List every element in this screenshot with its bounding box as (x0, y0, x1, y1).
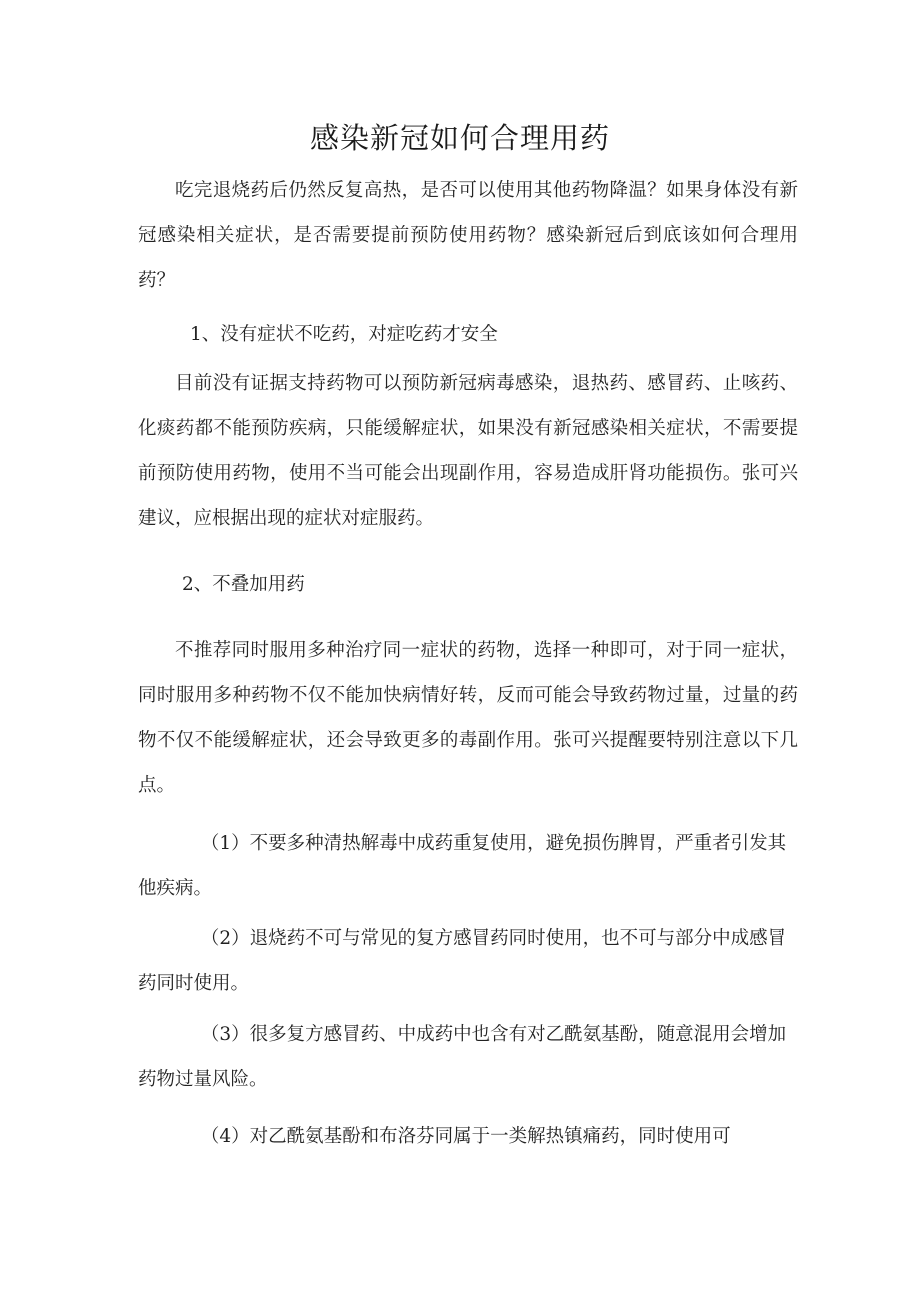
list-item: （4）对乙酰氨基酚和布洛芬同属于一类解热镇痛药，同时使用可 (200, 1126, 731, 1147)
list-item: （2）退烧药不可与常见的复方感冒药同时使用，也不可与部分中成感冒药同时使用。 (138, 928, 787, 994)
section2-paragraph: 不推荐同时服用多种治疗同一症状的药物，选择一种即可，对于同一症状，同时服用多种药物不仅不能加快病情好转，反而可能会导致药物过量，过量的药物不仅不能缓解症状，还会导致更多的毒副作用。张可兴提醒要特别注意以下几点。 (138, 640, 798, 796)
section1-paragraph: 目前没有证据支持药物可以预防新冠病毒感染，退热药、感冒药、止咳药、化痰药都不能预防疾病，只能缓解症状，如果没有新冠感染相关症状，不需要提前预防使用药物，使用不当可能会出现副作用，容易造成肝肾功能损伤。张可兴建议，应根据出现的症状对症服药。 (138, 373, 798, 529)
section2-heading: 2、不叠加用药 (182, 574, 305, 595)
intro-paragraph: 吃完退烧药后仍然反复高热，是否可以使用其他药物降温？如果身体没有新冠感染相关症状，是否需要提前预防使用药物？感染新冠后到底该如何合理用药？ (138, 180, 798, 291)
document-title: 感染新冠如何合理用药 (309, 121, 610, 155)
list-item: （3）很多复方感冒药、中成药中也含有对乙酰氨基酚，随意混用会增加药物过量风险。 (138, 1024, 787, 1090)
section1-heading: 1、没有症状不吃药，对症吃药才安全 (190, 324, 498, 345)
list-item: （1）不要多种清热解毒中成药重复使用，避免损伤脾胃，严重者引发其他疾病。 (138, 833, 787, 899)
